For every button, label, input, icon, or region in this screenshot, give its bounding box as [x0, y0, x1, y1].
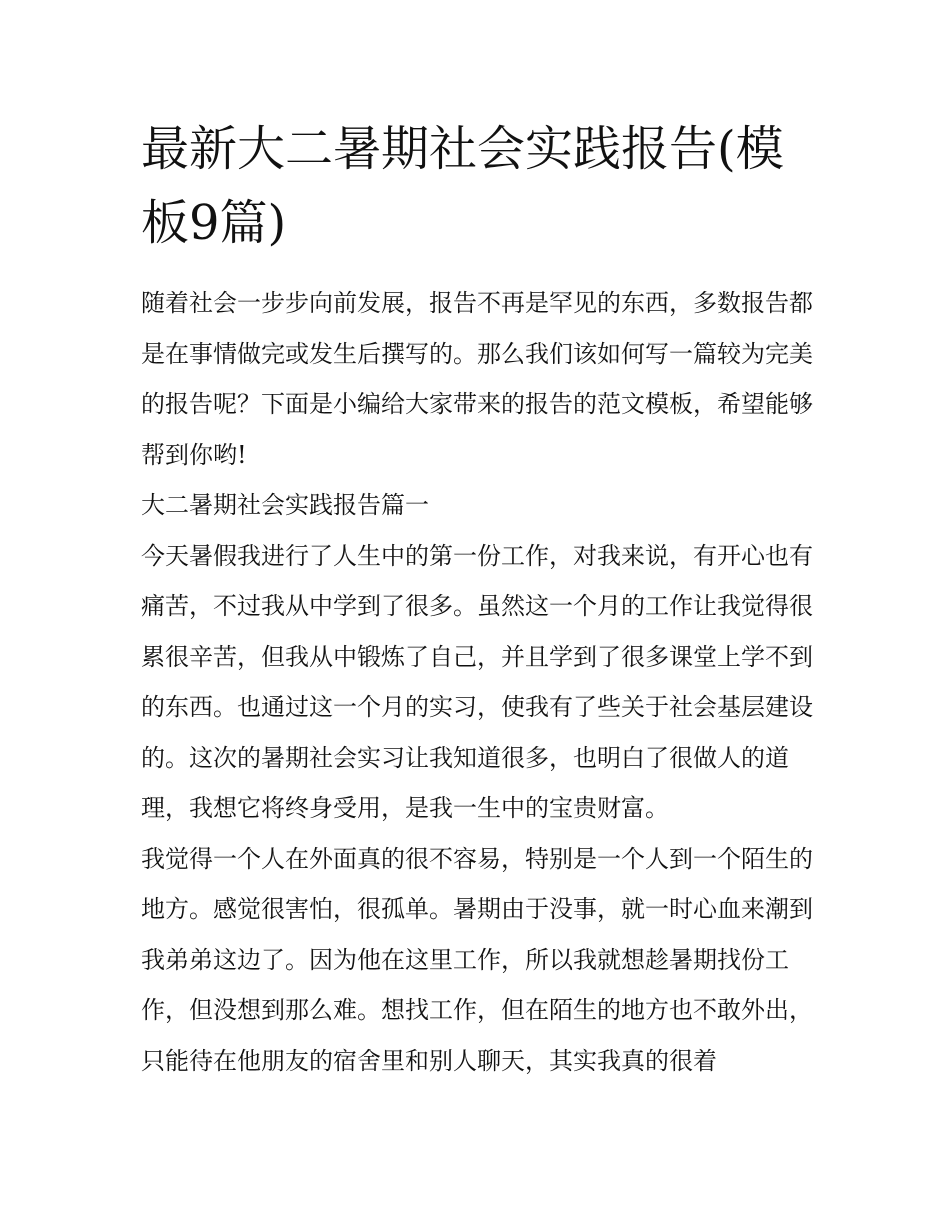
section-heading: 大二暑期社会实践报告篇一 — [141, 491, 429, 519]
body-paragraph: 我觉得一个人在外面真的很不容易，特别是一个人到一个陌生的地方。感觉很害怕，很孤单。暑期由于没事，就一时心血来潮到我弟弟这边了。因为他在这里工作，所以我就想趁暑期找份工作，但没想到那么难。想找工作，但在陌生的地方也不敢外出，只能待在他朋友的宿舍里和别人聊天，其实我真的很着 — [141, 844, 813, 1075]
body-paragraph: 今天暑假我进行了人生中的第一份工作，对我来说，有开心也有痛苦，不过我从中学到了很多。虽然这一个月的工作让我觉得很累很辛苦，但我从中锻炼了自己，并且学到了很多课堂上学不到的东西。也通过这一个月的实习，使我有了些关于社会基层建设的。这次的暑期社会实习让我知道很多，也明白了很做人的道理，我想它将终身受用，是我一生中的宝贵财富。 — [141, 541, 813, 822]
document-title: 最新大二暑期社会实践报告(模板9篇) — [141, 121, 784, 251]
intro-paragraph: 随着社会一步步向前发展，报告不再是罕见的东西，多数报告都是在事情做完或发生后撰写的。那么我们该如何写一篇较为完美的报告呢？下面是小编给大家带来的报告的范文模板，希望能够帮到你哟! — [141, 289, 813, 469]
document-content — [141, 112, 813, 1086]
